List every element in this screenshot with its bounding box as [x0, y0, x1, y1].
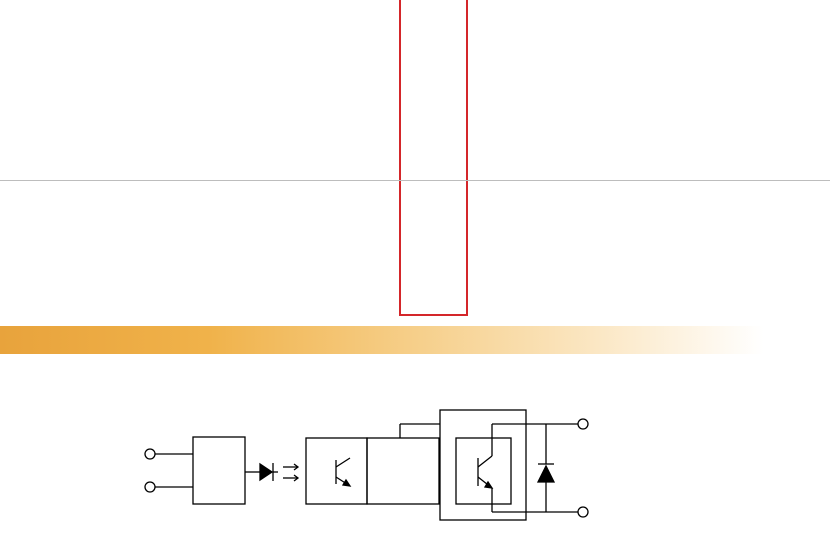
led-icon — [260, 464, 272, 480]
diode-icon — [538, 466, 554, 482]
block-1 — [193, 437, 245, 504]
output-plus-terminal — [578, 419, 588, 429]
highlight-column-kg1010d — [399, 0, 468, 316]
block-4-inner — [456, 438, 511, 504]
equivalent-circuit-banner — [0, 326, 830, 354]
equivalent-circuit-diagram — [0, 354, 830, 554]
block-3 — [367, 438, 439, 504]
input-minus-terminal — [145, 482, 155, 492]
output-minus-terminal — [578, 507, 588, 517]
model-header-row — [0, 163, 830, 181]
input-plus-terminal — [145, 449, 155, 459]
